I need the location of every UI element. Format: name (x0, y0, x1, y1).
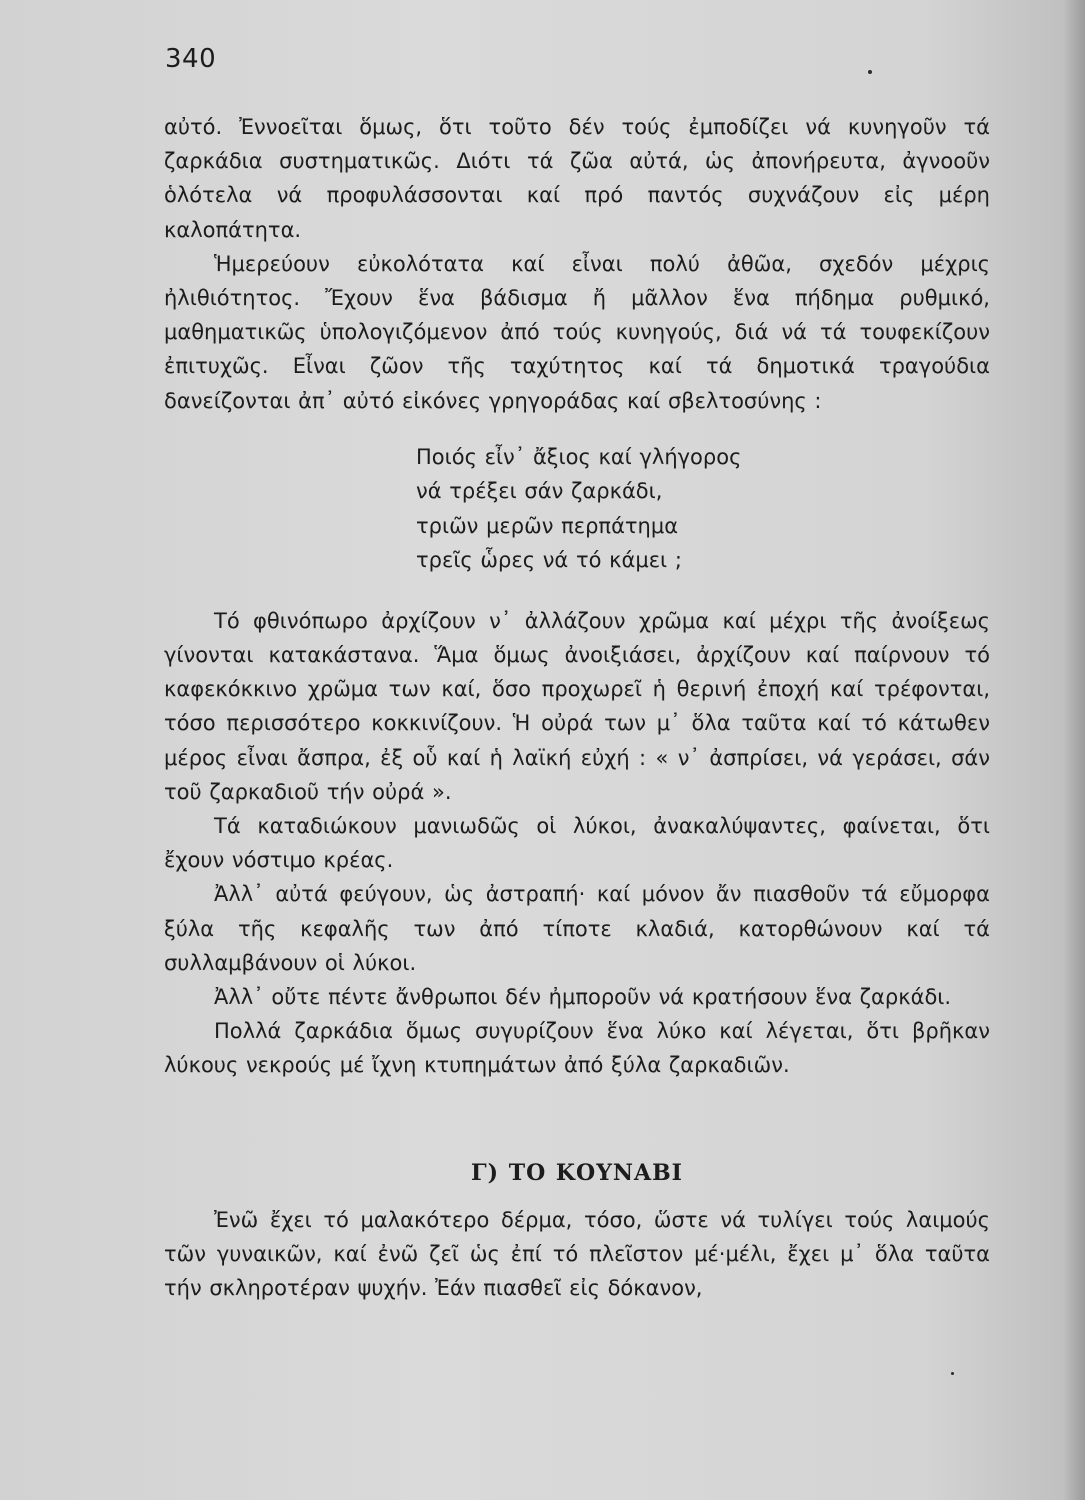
paragraph: Ἐνῶ ἔχει τό μαλακότερο δέρμα, τόσο, ὥστε νά τυλίγει τούς λαιμούς τῶν γυναικῶν, καί ἐνῶ ζεῖ ὡς ἐπί τό πλεῖστον μέ·μέλι, ἔχει μ᾿ ὅλα ταῦτα τήν σκληροτέραν ψυχήν. Ἐάν πιασθεῖ εἰς δόκανον, (164, 1207, 990, 1301)
paragraph: Ἀλλ᾿ οὔτε πέντε ἄνθρωποι δέν ἠμποροῦν νά κρατήσουν ἕνα ζαρκάδι. (214, 985, 952, 1010)
paragraph: Ἡμερεύουν εὐκολότατα καί εἶναι πολύ ἀθῶα, σχεδόν μέχρις ἠλιθιότητος. Ἔχουν ἕνα βάδισμα ἤ μᾶλλον ἕνα πήδημα ρυθμικό, μαθηματικῶς ὑπολογιζόμενον ἀπό τούς κυνηγούς, διά νά τά τουφεκίζουν ἐπιτυχῶς. Εἶναι ζῶον τῆς ταχύτητος καί τά δημοτικά τραγούδια δανείζονται ἀπ᾿ αὐτό εἰκόνες γρηγοράδας καί σβελτοσύνης : (164, 251, 990, 413)
ink-speck (868, 70, 872, 74)
poem-line: τριῶν μερῶν περπάτημα (416, 513, 679, 538)
paragraph: Τά καταδιώκουν μανιωδῶς οἱ λύκοι, ἀνακαλύψαντες, φαίνεται, ὅτι ἔχουν νόστιμο κρέας. (164, 814, 990, 873)
page-number: 340 (165, 44, 217, 74)
ink-speck (951, 1372, 954, 1375)
paragraph: αὐτό. Ἐννοεῖται ὅμως, ὅτι τοῦτο δέν τούς ἐμποδίζει νά κυνηγοῦν τά ζαρκάδια συστηματικῶς. Διότι τά ζῶα αὐτά, ὡς ἀπονήρευτα, ἀγνοοῦν ὁλότελα νά προφυλάσσονται καί πρό παντός συχνάζουν εἰς μέρη καλοπάτητα. (164, 115, 990, 242)
poem-line: τρεῖς ὧρες νά τό κάμει ; (416, 548, 682, 573)
poem-line: νά τρέξει σάν ζαρκάδι, (416, 479, 663, 504)
paragraph: Ἀλλ᾿ αὐτά φεύγουν, ὡς ἀστραπή· καί μόνον ἄν πιασθοῦν τά εὔμορφα ξύλα τῆς κεφαλῆς των ἀπό τίποτε κλαδιά, κατορθώνουν καί τά συλλαμβάνουν οἱ λύκοι. (164, 882, 990, 975)
paragraph: Πολλά ζαρκάδια ὅμως συγυρίζουν ἕνα λύκο καί λέγεται, ὅτι βρῆκαν λύκους νεκρούς μέ ἴχνη κτυπημάτων ἀπό ξύλα ζαρκαδιῶν. (164, 1019, 990, 1078)
page-edge-shadow (1063, 0, 1085, 1500)
folk-song-quote (416, 440, 990, 578)
paragraph: Τό φθινόπωρο ἀρχίζουν ν᾿ ἀλλάζουν χρῶμα καί μέχρι τῆς ἀνοίξεως γίνονται κατακάστανα. Ἅμα ὅμως ἀνοιξιάσει, ἀρχίζουν καί παίρνουν τό καφεκόκκινο χρῶμα των καί, ὅσο προχωρεῖ ἡ θερινή ἐποχή καί τρέφονται, τόσο περισσότερο κοκκινίζουν. Ἡ οὐρά των μ᾿ ὅλα ταῦτα καί τό κάτωθεν μέρος εἶναι ἄσπρα, ἐξ οὗ καί ἡ λαϊκή εὐχή : « ν᾿ ἀσπρίσει, νά γεράσει, σάν τοῦ ζαρκαδιοῦ τήν οὐρά ». (164, 608, 990, 804)
section-heading: Γ) ΤΟ ΚΟΥΝΑΒΙ (471, 1159, 683, 1186)
poem-line: Ποιός εἶν᾿ ἄξιος καί γλήγορος (416, 444, 742, 469)
body-text (164, 110, 990, 1305)
